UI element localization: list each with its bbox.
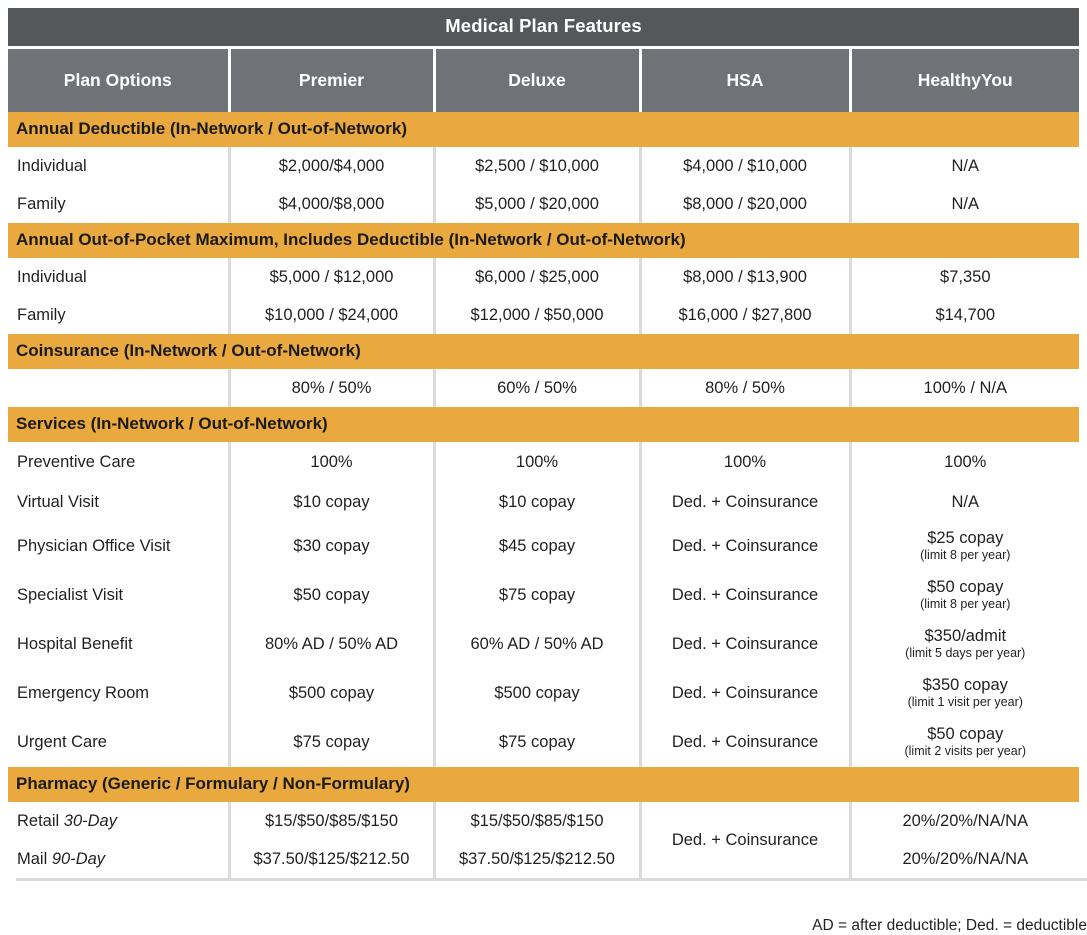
row-label: Emergency Room: [8, 669, 229, 718]
cell-healthyyou: 20%/20%/NA/NA: [850, 802, 1079, 840]
cell-hsa: $16,000 / $27,800: [640, 296, 850, 334]
section-band-label: Services (In-Network / Out-of-Network): [8, 407, 1079, 442]
table-row: [8, 571, 1079, 620]
table-row: [8, 369, 1079, 407]
cell-hsa: $8,000 / $20,000: [640, 185, 850, 223]
cell-premier: $2,000/$4,000: [229, 147, 434, 185]
cell-deluxe: $15/$50/$85/$150: [434, 802, 640, 840]
cell-note: (limit 8 per year): [920, 548, 1011, 563]
cell-premier: 80% / 50%: [229, 369, 434, 407]
medical-plan-features-table: [8, 8, 1079, 878]
cell-healthyyou: 100%: [850, 442, 1079, 482]
row-label: Family: [8, 185, 229, 223]
section-band-services: [8, 407, 1079, 442]
section-band-annual-deductible: [8, 112, 1079, 147]
cell-healthyyou: N/A: [850, 482, 1079, 522]
section-band-label: Pharmacy (Generic / Formulary / Non-Formulary): [8, 767, 1079, 802]
cell-value: $25 copay: [927, 529, 1004, 548]
column-header-hsa: HSA: [640, 48, 850, 113]
cell-deluxe: 60% / 50%: [434, 369, 640, 407]
cell-premier: $50 copay: [229, 571, 434, 620]
row-label-duration: 30-Day: [63, 811, 117, 830]
cell-healthyyou: 100% / N/A: [850, 369, 1079, 407]
cell-healthyyou: [850, 620, 1079, 669]
section-band-label: Coinsurance (In-Network / Out-of-Network): [8, 334, 1079, 369]
cell-deluxe: $5,000 / $20,000: [434, 185, 640, 223]
cell-hsa: 100%: [640, 442, 850, 482]
cell-premier: 100%: [229, 442, 434, 482]
row-label-duration: 90-Day: [51, 849, 106, 868]
row-label-prefix: Retail: [17, 811, 64, 830]
table-row: [8, 522, 1079, 571]
cell-premier: $10 copay: [229, 482, 434, 522]
cell-value: $350 copay: [922, 676, 1008, 695]
cell-hsa: Ded. + Coinsurance: [640, 571, 850, 620]
cell-note: (limit 2 visits per year): [904, 744, 1027, 759]
cell-healthyyou: $7,350: [850, 258, 1079, 296]
cell-hsa: Ded. + Coinsurance: [640, 802, 850, 878]
cell-healthyyou: 20%/20%/NA/NA: [850, 840, 1079, 878]
cell-hsa: Ded. + Coinsurance: [640, 522, 850, 571]
table-row: [8, 185, 1079, 223]
row-label: Preventive Care: [8, 442, 229, 482]
table-row: [8, 482, 1079, 522]
table-title-row: [8, 8, 1079, 48]
cell-hsa: $8,000 / $13,900: [640, 258, 850, 296]
section-band-pharmacy: [8, 767, 1079, 802]
cell-healthyyou: $14,700: [850, 296, 1079, 334]
cell-deluxe: $2,500 / $10,000: [434, 147, 640, 185]
cell-deluxe: $45 copay: [434, 522, 640, 571]
cell-note: (limit 5 days per year): [905, 646, 1026, 661]
table-row: [8, 669, 1079, 718]
cell-healthyyou: N/A: [850, 147, 1079, 185]
row-label: Individual: [8, 147, 229, 185]
table-row: [8, 718, 1079, 767]
table-row: [8, 296, 1079, 334]
table-row: [8, 147, 1079, 185]
cell-deluxe: $6,000 / $25,000: [434, 258, 640, 296]
row-label: Specialist Visit: [8, 571, 229, 620]
section-band-annual-oop-maximum: [8, 223, 1079, 258]
section-band-label: Annual Deductible (In-Network / Out-of-Network): [8, 112, 1079, 147]
cell-deluxe: $10 copay: [434, 482, 640, 522]
cell-deluxe: 60% AD / 50% AD: [434, 620, 640, 669]
cell-note: (limit 8 per year): [920, 597, 1011, 612]
row-label: Hospital Benefit: [8, 620, 229, 669]
cell-healthyyou: [850, 669, 1079, 718]
column-header-deluxe: Deluxe: [434, 48, 640, 113]
cell-premier: $37.50/$125/$212.50: [229, 840, 434, 878]
cell-healthyyou: [850, 718, 1079, 767]
cell-hsa: Ded. + Coinsurance: [640, 482, 850, 522]
row-label: Virtual Visit: [8, 482, 229, 522]
row-label: Physician Office Visit: [8, 522, 229, 571]
cell-healthyyou: [850, 522, 1079, 571]
cell-premier: $10,000 / $24,000: [229, 296, 434, 334]
cell-value: $50 copay: [927, 725, 1004, 744]
section-band-coinsurance: [8, 334, 1079, 369]
cell-deluxe: $500 copay: [434, 669, 640, 718]
cell-deluxe: 100%: [434, 442, 640, 482]
cell-hsa: Ded. + Coinsurance: [640, 669, 850, 718]
table-footnote: AD = after deductible; Ded. = deductible: [812, 917, 1087, 934]
page-title: Medical Plan Features: [8, 8, 1079, 48]
cell-premier: $30 copay: [229, 522, 434, 571]
cell-premier: $15/$50/$85/$150: [229, 802, 434, 840]
cell-note: (limit 1 visit per year): [907, 695, 1023, 710]
row-label: Individual: [8, 258, 229, 296]
section-band-label: Annual Out-of-Pocket Maximum, Includes Deductible (In-Network / Out-of-Network): [8, 223, 1079, 258]
column-header-healthyyou: HealthyYou: [850, 48, 1079, 113]
cell-premier: $75 copay: [229, 718, 434, 767]
table-row: [8, 258, 1079, 296]
table-bottom-divider: [16, 878, 1087, 881]
cell-premier: $4,000/$8,000: [229, 185, 434, 223]
row-label: [8, 802, 229, 840]
cell-hsa: Ded. + Coinsurance: [640, 718, 850, 767]
cell-premier: 80% AD / 50% AD: [229, 620, 434, 669]
cell-deluxe: $75 copay: [434, 718, 640, 767]
table-row: [8, 802, 1079, 840]
table-row: [8, 840, 1079, 878]
row-label: Family: [8, 296, 229, 334]
column-header-plan-options: Plan Options: [8, 48, 229, 113]
row-label: Urgent Care: [8, 718, 229, 767]
row-label: [8, 840, 229, 878]
column-header-premier: Premier: [229, 48, 434, 113]
cell-healthyyou: [850, 571, 1079, 620]
cell-value: $50 copay: [927, 578, 1004, 597]
cell-deluxe: $37.50/$125/$212.50: [434, 840, 640, 878]
column-header-row: [8, 48, 1079, 113]
cell-premier: $500 copay: [229, 669, 434, 718]
row-label-prefix: Mail: [17, 849, 52, 868]
table-row: [8, 620, 1079, 669]
cell-deluxe: $75 copay: [434, 571, 640, 620]
cell-hsa: Ded. + Coinsurance: [640, 620, 850, 669]
cell-healthyyou: N/A: [850, 185, 1079, 223]
cell-premier: $5,000 / $12,000: [229, 258, 434, 296]
cell-hsa: 80% / 50%: [640, 369, 850, 407]
cell-value: $350/admit: [924, 627, 1007, 646]
cell-hsa: $4,000 / $10,000: [640, 147, 850, 185]
row-label: [8, 369, 229, 407]
table-row: [8, 442, 1079, 482]
cell-deluxe: $12,000 / $50,000: [434, 296, 640, 334]
